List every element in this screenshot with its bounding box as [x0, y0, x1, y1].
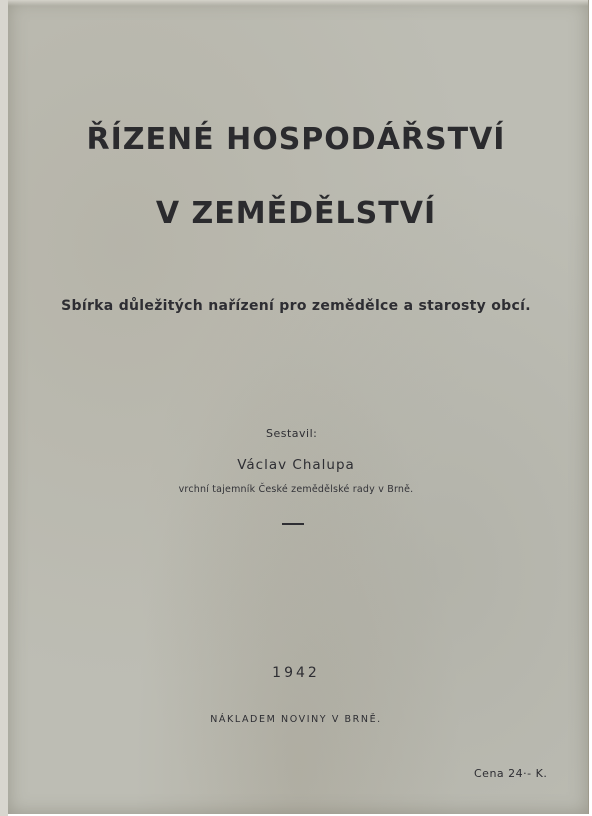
price: Cena 24·- K. [474, 767, 548, 780]
subtitle: Sbírka důležitých nařízení pro zemědělce a starosty obcí. [61, 298, 531, 314]
divider-dash [282, 523, 304, 525]
title-line-1: ŘÍZENÉ HOSPODÁŘSTVÍ [86, 122, 506, 157]
compiled-by-label: Sestavil: [266, 427, 318, 440]
cover-top-edge [8, 0, 588, 6]
publication-year: 1942 [272, 665, 320, 681]
author-title: vrchní tajemník České zemědělské rady v Brně. [178, 484, 414, 495]
publisher: NÁKLADEM NOVINY V BRNĚ. [210, 714, 382, 725]
title-line-2: V ZEMĚDĚLSTVÍ [155, 196, 437, 231]
author-name: Václav Chalupa [237, 457, 355, 473]
